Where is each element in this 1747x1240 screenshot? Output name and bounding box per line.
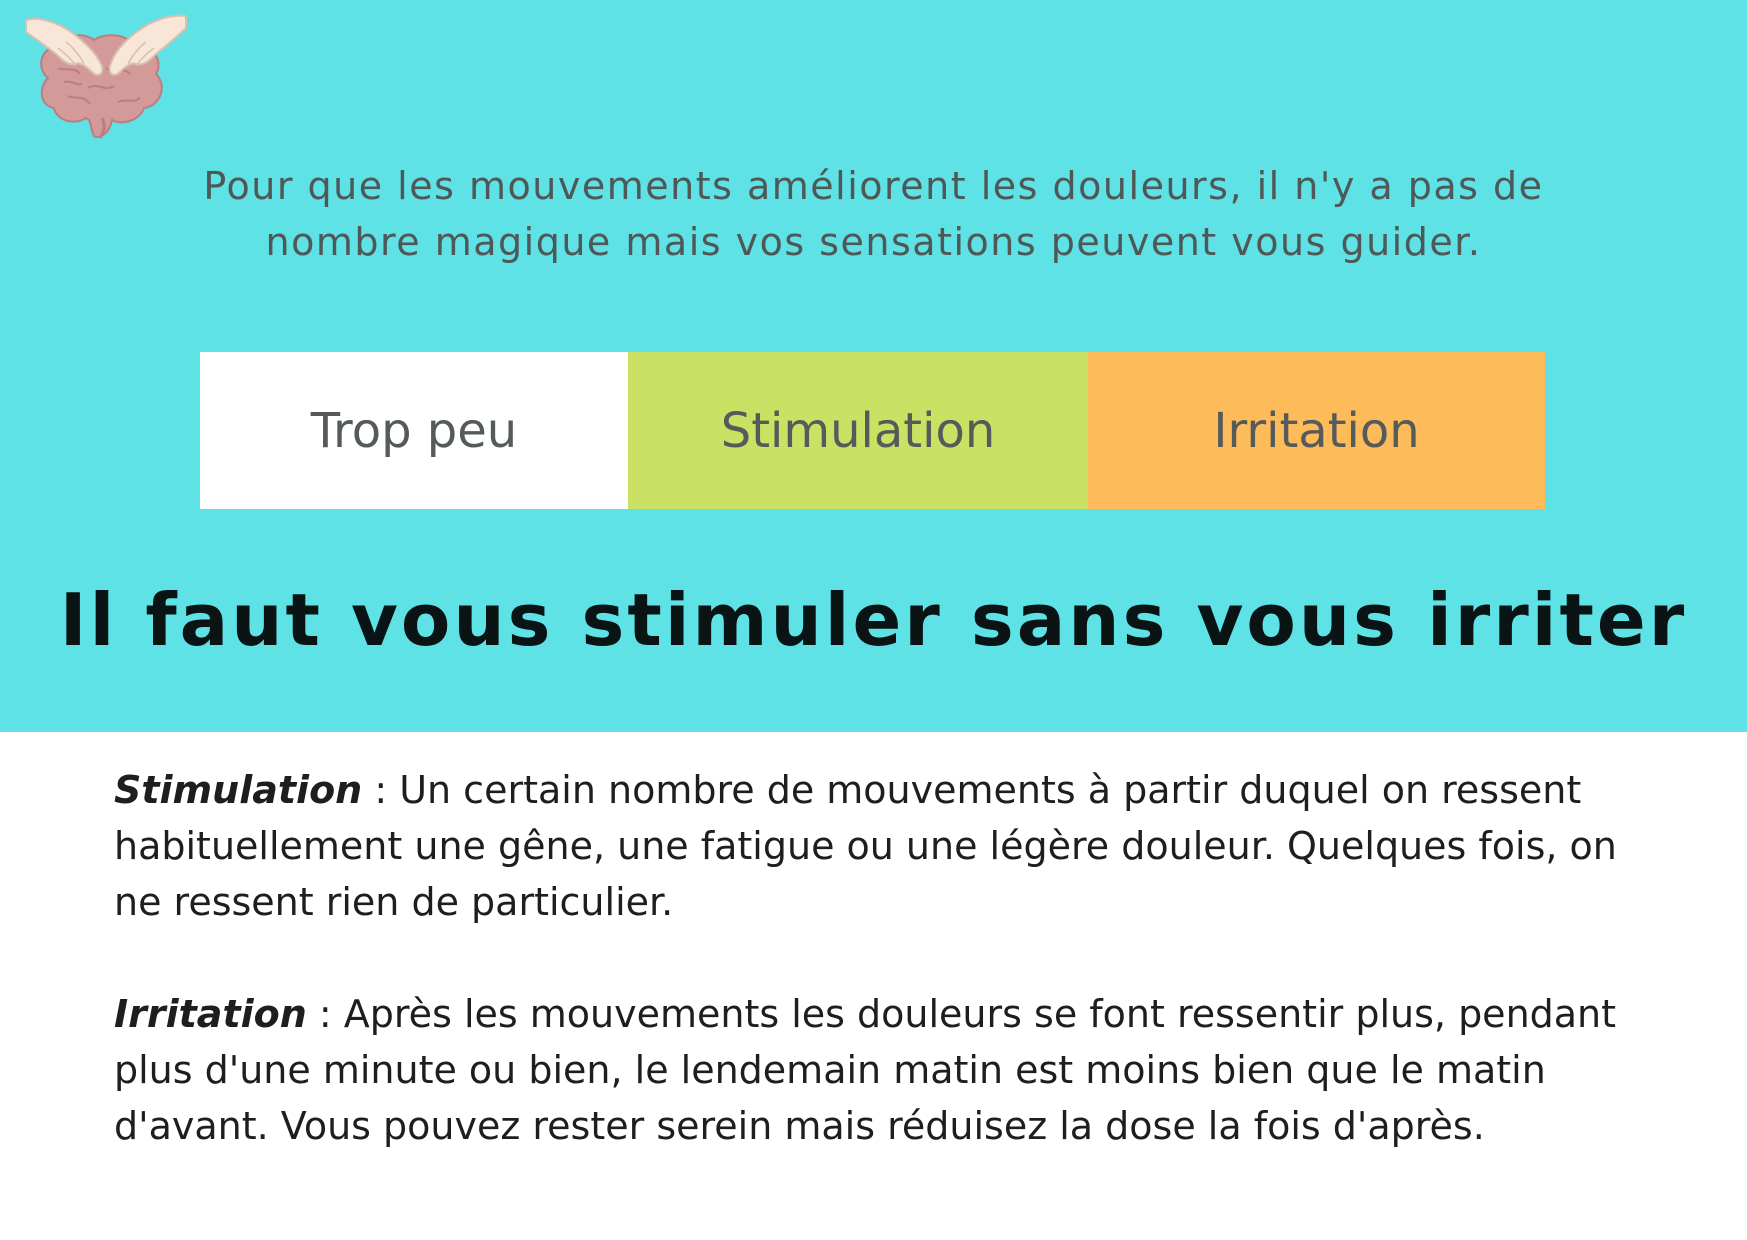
definition-text: Après les mouvements les douleurs se font ressentir plus, pendant plus d'une minute ou bien, le lendemain matin est moins bien que le matin d'avant. Vous pouvez rester serein mais réduisez la dose la fois d'après. [114,992,1617,1148]
hands-on-brain-icon [18,8,193,153]
scale-segment-stimulation [628,352,1088,509]
scale-segment-irritation [1088,352,1545,509]
scale-label-irritation: Irritation [1213,402,1420,459]
definition-term: Irritation [114,992,307,1036]
headline: Il faut vous stimuler sans vous irriter [59,578,1688,662]
scale-label-trop-peu: Trop peu [310,402,518,459]
intensity-scale [200,352,1545,509]
scale-label-stimulation: Stimulation [720,402,996,459]
definitions [114,762,1654,1154]
definition-term: Stimulation [114,768,363,812]
definition-separator: : [306,992,344,1036]
definition-stimulation [114,762,1654,930]
intro-line-1: Pour que les mouvements améliorent les douleurs, il n'y a pas de [203,164,1544,208]
intro-line-2: nombre magique mais vos sensations peuvent vous guider. [265,220,1482,264]
definition-separator: : [362,768,400,812]
definition-irritation [114,986,1654,1154]
definition-text: Un certain nombre de mouvements à partir duquel on ressent habituellement une gêne, une fatigue ou une légère douleur. Quelques fois, on ne ressent rien de particulier. [114,768,1617,924]
scale-segment-trop-peu [200,352,628,509]
intro-text [0,158,1747,270]
